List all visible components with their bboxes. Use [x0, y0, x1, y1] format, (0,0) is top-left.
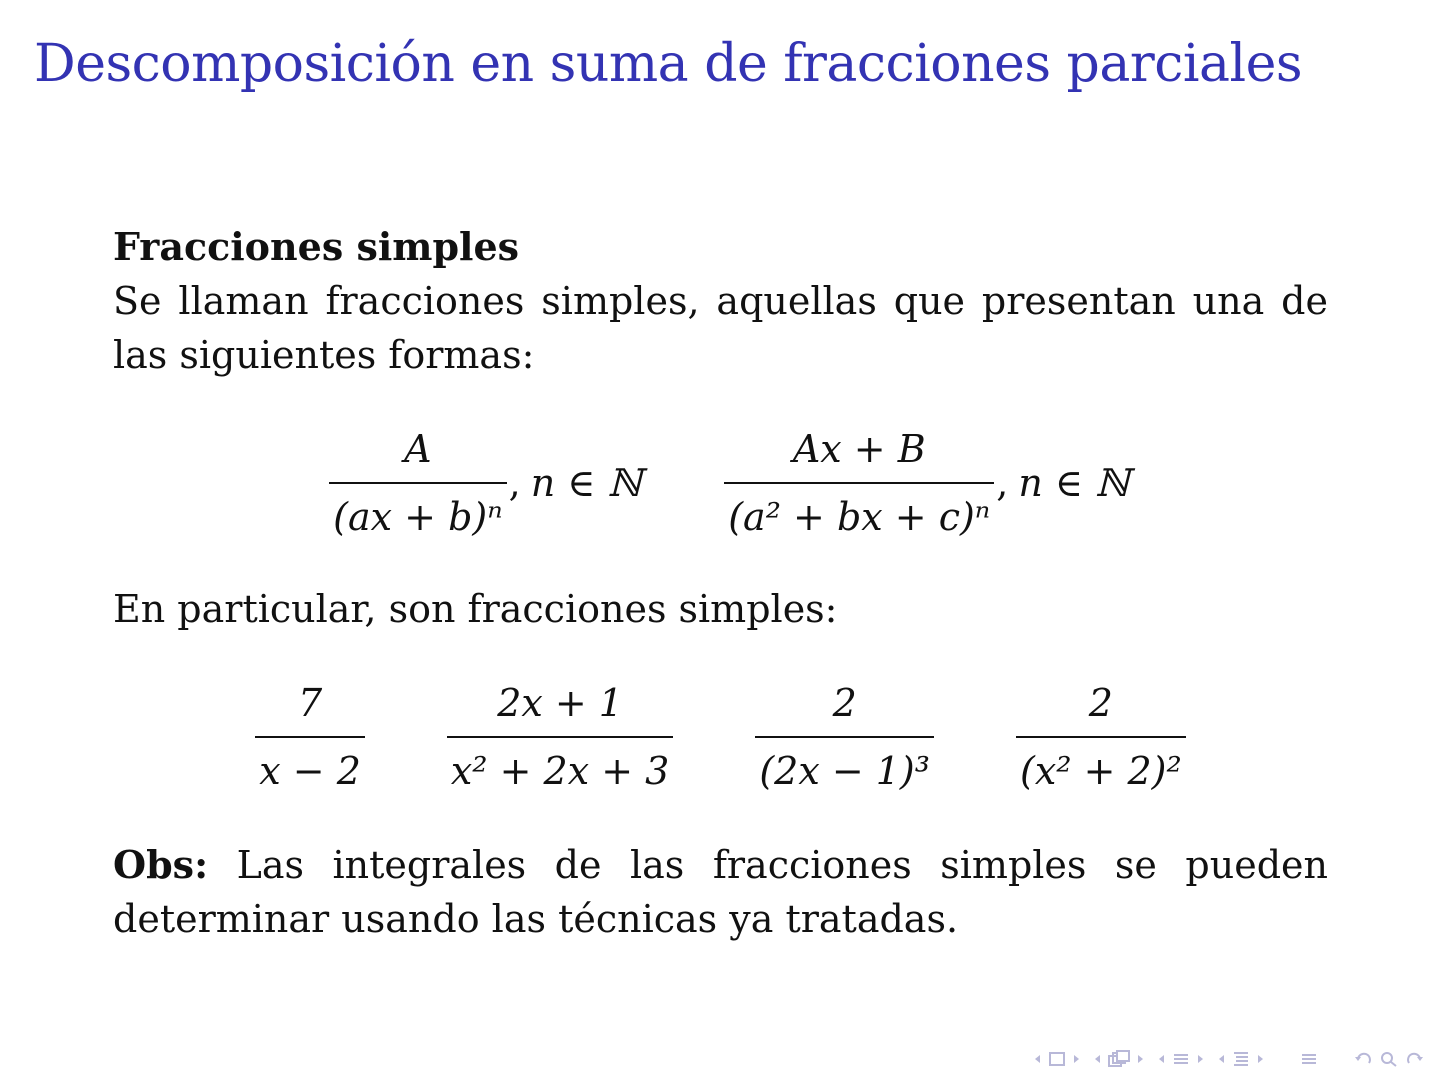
nav-subsection-list-control[interactable]: [1216, 1050, 1266, 1068]
example-4-numerator: 2: [1088, 681, 1113, 725]
nav-subsection-list-icon[interactable]: [1230, 1050, 1252, 1068]
particular-label: En particular, son fracciones simples:: [113, 587, 838, 631]
forward-icon[interactable]: [1404, 1050, 1426, 1068]
arrow-left-icon[interactable]: [1032, 1050, 1042, 1068]
obs-label: Obs:: [113, 842, 209, 887]
arrow-left-icon[interactable]: [1216, 1050, 1226, 1068]
form-1-denominator: (ax + b)ⁿ: [329, 482, 506, 544]
obs-paragraph: [113, 838, 1328, 946]
comma: ,: [996, 461, 1009, 505]
form-1-numerator: A: [404, 427, 432, 471]
example-1-numerator: 7: [297, 681, 323, 725]
examples-row: [113, 676, 1328, 798]
example-fraction-3: [755, 676, 934, 798]
nav-frame-control[interactable]: [1032, 1050, 1082, 1068]
example-fraction-4: [1016, 676, 1186, 798]
back-icon[interactable]: [1352, 1050, 1374, 1068]
forms-row: [113, 422, 1328, 544]
nav-align-icon[interactable]: [1298, 1050, 1320, 1068]
nav-section-control[interactable]: [1156, 1050, 1206, 1068]
nav-section-icon[interactable]: [1170, 1050, 1192, 1068]
nav-subsection-control[interactable]: [1092, 1050, 1146, 1068]
example-3-numerator: 2: [832, 681, 857, 725]
obs-text: Las integrales de las fracciones simples se pueden determinar usando las técnicas ya tratadas.: [113, 843, 1328, 941]
beamer-navigation-bar: [1032, 1050, 1426, 1068]
example-1-denominator: x − 2: [255, 736, 365, 798]
form-fraction-1: [329, 422, 506, 544]
example-2-denominator: x² + 2x + 3: [447, 736, 673, 798]
arrow-right-icon[interactable]: [1072, 1050, 1082, 1068]
example-3-denominator: (2x − 1)³: [755, 736, 934, 798]
example-2-numerator: 2x + 1: [497, 681, 623, 725]
arrow-left-icon[interactable]: [1156, 1050, 1166, 1068]
nav-search-control[interactable]: [1352, 1050, 1426, 1068]
nav-align-control[interactable]: [1298, 1050, 1320, 1068]
form-2-denominator: (a² + bx + c)ⁿ: [724, 482, 994, 544]
search-icon[interactable]: [1378, 1050, 1400, 1068]
nav-subsection-icon[interactable]: [1106, 1050, 1132, 1068]
form-1-condition: n ∈ ℕ: [530, 461, 643, 505]
example-fraction-2: [447, 676, 673, 798]
block-heading: Fracciones simples: [113, 224, 520, 269]
arrow-right-icon[interactable]: [1136, 1050, 1146, 1068]
intro-text: Se llaman fracciones simples, aquellas que presentan una de las siguientes formas:: [113, 279, 1328, 377]
comma: ,: [508, 461, 521, 505]
example-fraction-1: [255, 676, 365, 798]
arrow-right-icon[interactable]: [1256, 1050, 1266, 1068]
slide-title: Descomposición en suma de fracciones parciales: [34, 34, 1303, 94]
arrow-left-icon[interactable]: [1092, 1050, 1102, 1068]
arrow-right-icon[interactable]: [1196, 1050, 1206, 1068]
content-block: [113, 220, 1328, 946]
form-fraction-2: [724, 422, 994, 544]
example-4-denominator: (x² + 2)²: [1016, 736, 1186, 798]
nav-frame-icon[interactable]: [1046, 1050, 1068, 1068]
form-2-condition: n ∈ ℕ: [1018, 461, 1130, 505]
form-2-numerator: Ax + B: [792, 427, 926, 471]
